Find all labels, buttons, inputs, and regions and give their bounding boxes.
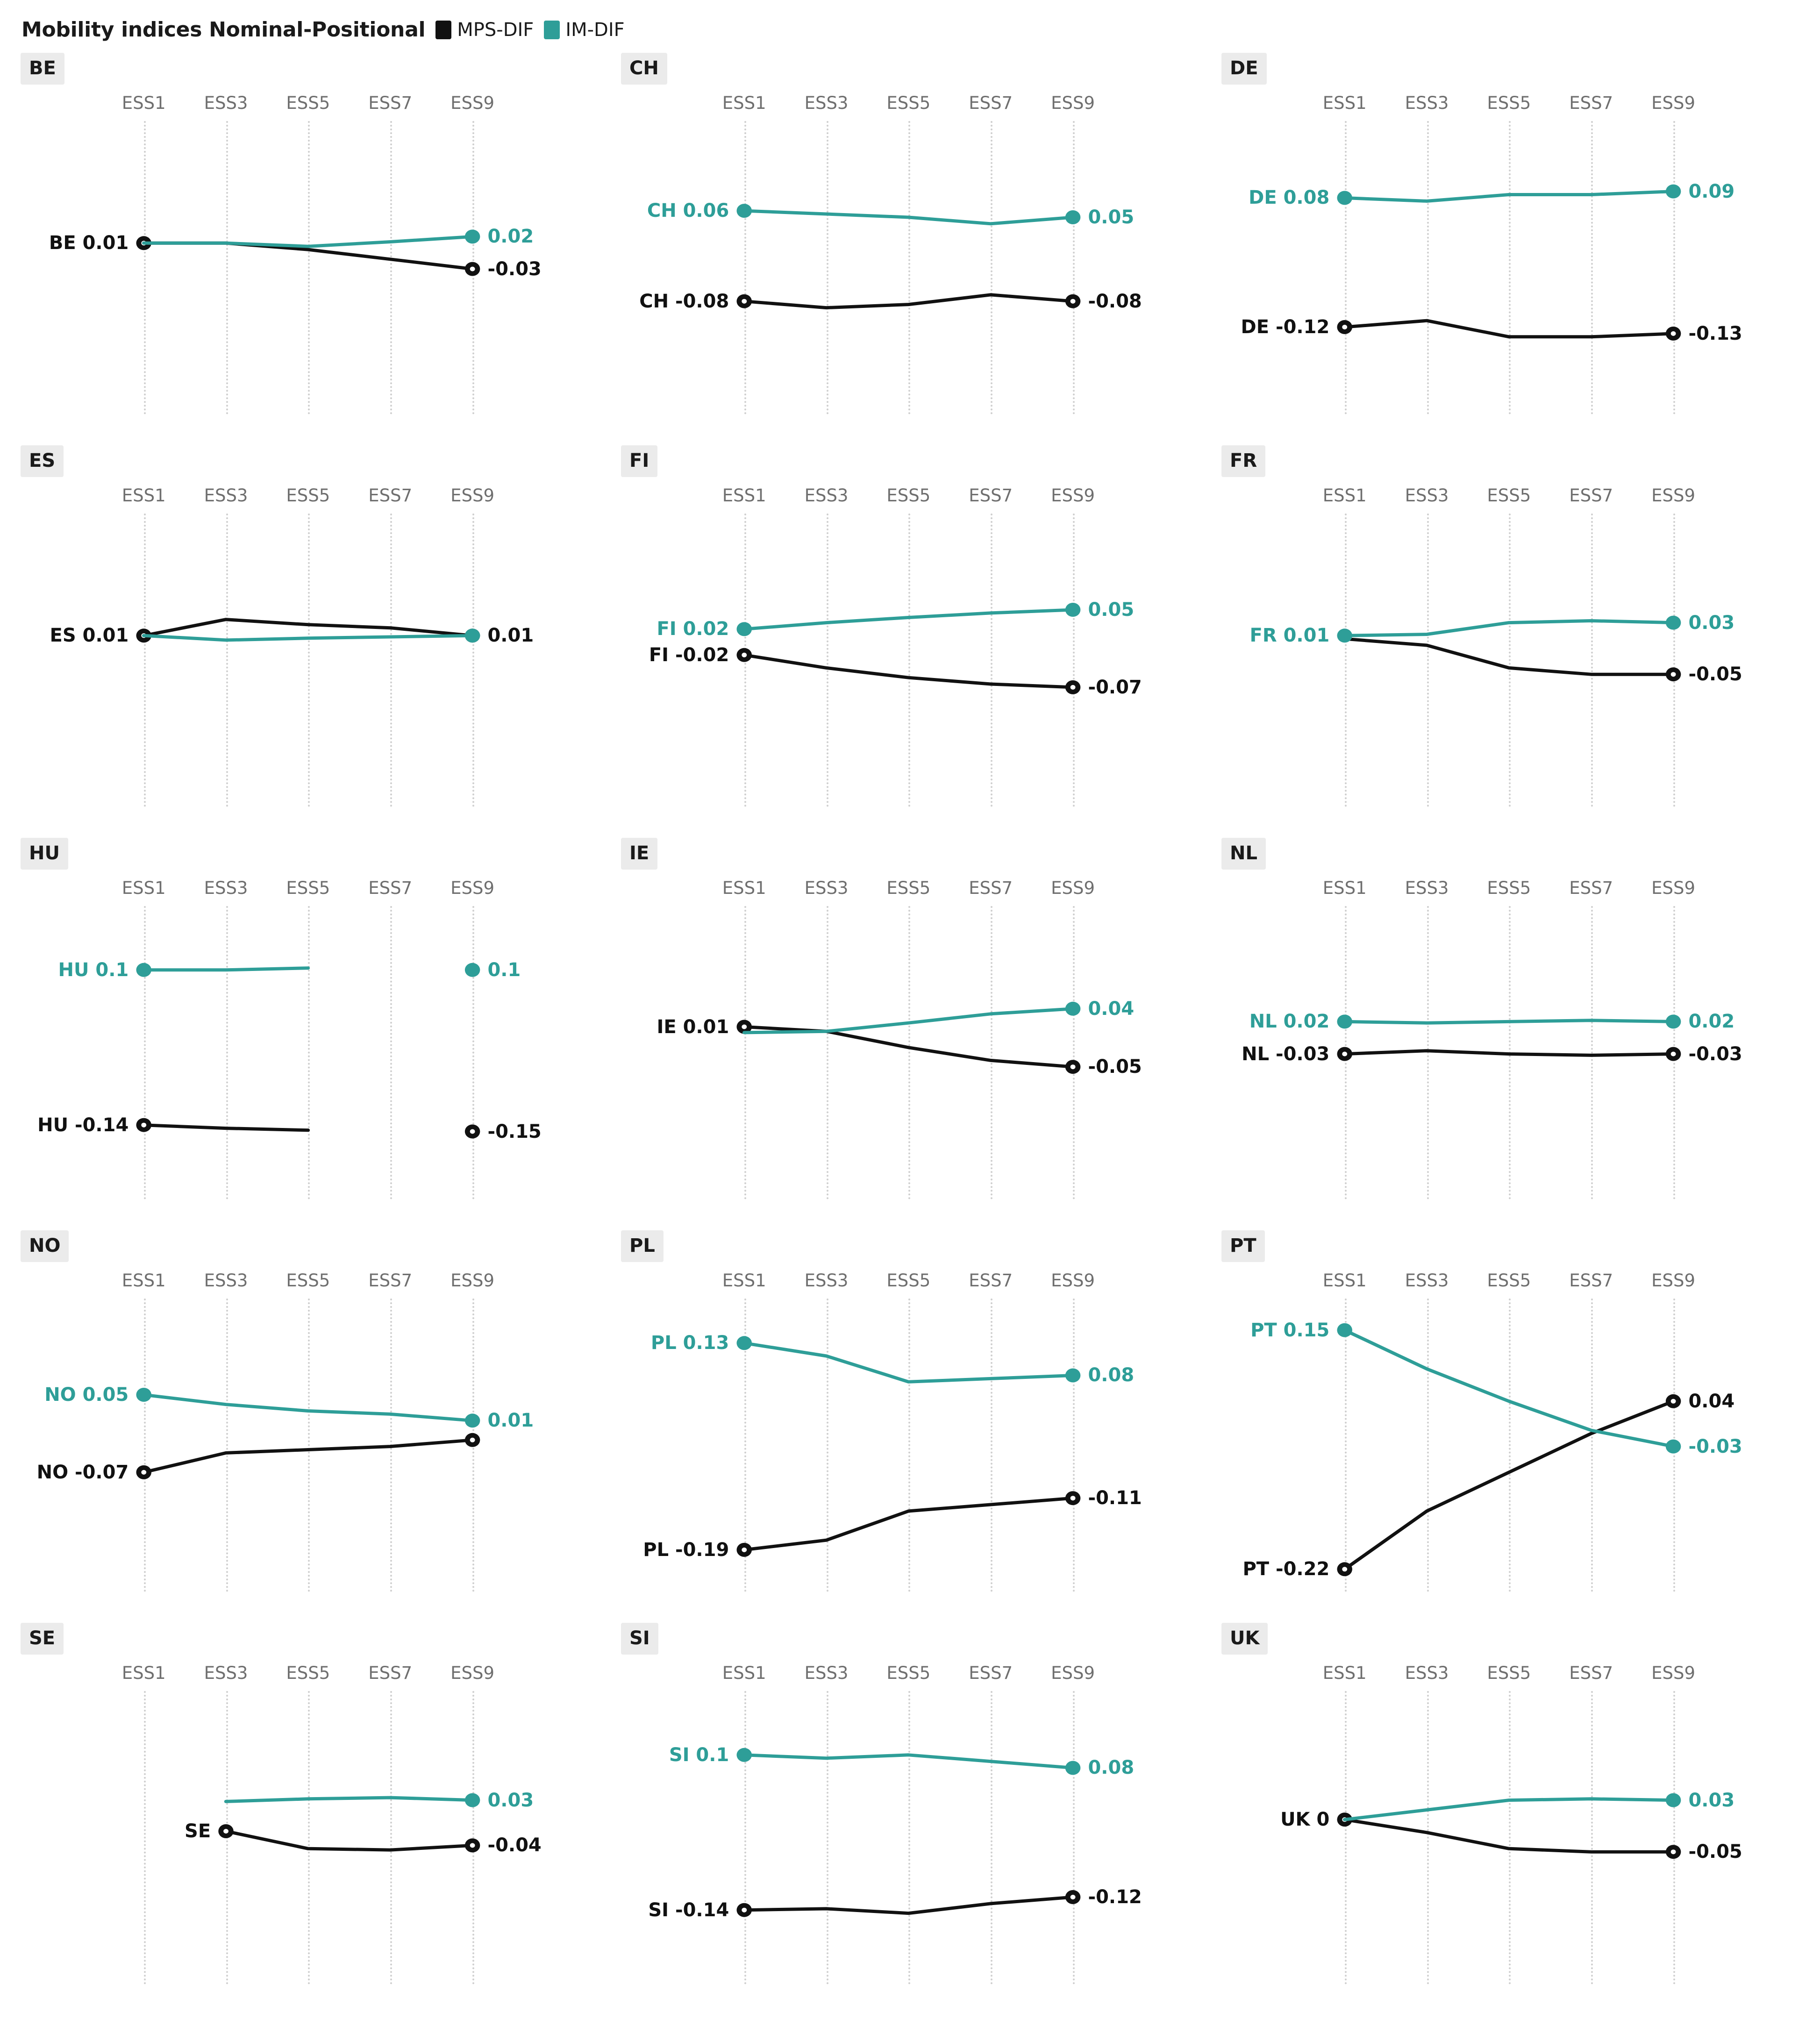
plot-area-nl: [1220, 872, 1801, 1199]
x-tick-ess9: ESS9: [1651, 93, 1696, 113]
start-label-ch-im-dif: CH 0.06: [647, 200, 729, 222]
line-im-dif: [744, 610, 1073, 629]
plot-area-be: [19, 87, 600, 414]
legend-swatch-im-dif: [544, 21, 560, 39]
panel-ie: [619, 838, 1201, 1230]
series-lines: [1220, 480, 1801, 807]
x-tick-ess3: ESS3: [1405, 878, 1449, 898]
line-mps-dif: [744, 295, 1073, 308]
line-im-dif: [744, 1343, 1073, 1382]
x-tick-ess7: ESS7: [368, 1663, 413, 1683]
panel-label-es: ES: [21, 445, 64, 477]
line-im-dif: [1345, 1799, 1673, 1820]
datapoint-marker: [1065, 1002, 1080, 1016]
datapoint-marker-inner: [1342, 1567, 1347, 1571]
x-tick-ess9: ESS9: [1651, 1270, 1696, 1291]
line-mps-dif: [1345, 639, 1673, 674]
plot-area-fi: [619, 480, 1201, 807]
legend-item-im-dif: [544, 19, 624, 41]
datapoint-marker-inner: [1671, 1399, 1676, 1404]
x-tick-ess1: ESS1: [722, 1270, 766, 1291]
x-tick-ess5: ESS5: [286, 1270, 330, 1291]
panel-uk: [1220, 1623, 1801, 2015]
end-label-pl-im-dif: 0.08: [1088, 1364, 1135, 1386]
series-lines: [1220, 872, 1801, 1199]
panel-fr: [1220, 445, 1801, 838]
datapoint-marker: [465, 1413, 480, 1427]
line-im-dif: [744, 1755, 1073, 1768]
series-lines: [619, 872, 1201, 1199]
end-label-si-im-dif: 0.08: [1088, 1757, 1135, 1779]
end-label-hu-mps-dif: -0.15: [487, 1120, 542, 1142]
line-mps-dif: [1345, 1401, 1673, 1570]
x-tick-ess3: ESS3: [204, 1663, 248, 1683]
panel-label-ch: CH: [621, 53, 667, 85]
plot-area-se: [19, 1657, 600, 1984]
line-mps-dif: [1345, 1051, 1673, 1056]
panel-ch: [619, 53, 1201, 445]
x-tick-ess5: ESS5: [286, 1663, 330, 1683]
end-label-de-mps-dif: -0.13: [1688, 322, 1742, 344]
x-tick-ess7: ESS7: [368, 1270, 413, 1291]
x-tick-ess7: ESS7: [1569, 1270, 1613, 1291]
x-tick-ess9: ESS9: [450, 485, 495, 506]
datapoint-marker: [1065, 603, 1080, 617]
panel-be: [19, 53, 600, 445]
x-tick-ess1: ESS1: [722, 1663, 766, 1683]
datapoint-marker: [136, 1388, 151, 1402]
x-tick-ess5: ESS5: [286, 878, 330, 898]
start-label-si-im-dif: SI 0.1: [669, 1744, 729, 1766]
x-tick-ess3: ESS3: [1405, 1663, 1449, 1683]
plot-area-pt: [1220, 1265, 1801, 1592]
end-label-de-im-dif: 0.09: [1688, 180, 1735, 202]
start-label-fi-mps-dif: FI -0.02: [649, 644, 729, 666]
datapoint-marker-inner: [470, 1129, 475, 1134]
x-tick-ess9: ESS9: [1651, 878, 1696, 898]
x-tick-ess9: ESS9: [1051, 93, 1095, 113]
x-tick-ess3: ESS3: [1405, 1270, 1449, 1291]
x-tick-ess7: ESS7: [1569, 93, 1613, 113]
plot-area-fr: [1220, 480, 1801, 807]
datapoint-marker-inner: [141, 1470, 146, 1475]
line-im-dif: [1345, 1330, 1673, 1447]
end-label-se-im-dif: 0.03: [487, 1789, 534, 1811]
legend-label-mps-dif: MPS-DIF: [457, 19, 534, 41]
legend-label-im-dif: IM-DIF: [565, 19, 625, 41]
x-tick-ess5: ESS5: [1487, 878, 1531, 898]
x-tick-ess7: ESS7: [1569, 485, 1613, 506]
datapoint-marker: [1666, 1793, 1681, 1807]
x-tick-ess3: ESS3: [804, 93, 849, 113]
start-label-de-im-dif: DE 0.08: [1249, 187, 1330, 209]
legend-swatch-mps-dif: [435, 21, 451, 39]
x-tick-ess3: ESS3: [204, 1270, 248, 1291]
end-label-hu-im-dif: 0.1: [487, 959, 521, 981]
x-tick-ess1: ESS1: [722, 485, 766, 506]
line-im-dif: [144, 236, 472, 246]
datapoint-marker: [1666, 1440, 1681, 1454]
series-lines: [619, 480, 1201, 807]
start-label-no-im-dif: NO 0.05: [44, 1384, 129, 1406]
plot-area-hu: [19, 872, 600, 1199]
x-tick-ess7: ESS7: [969, 1270, 1013, 1291]
line-mps-dif: [1345, 1820, 1673, 1852]
start-label-no-mps-dif: NO -0.07: [36, 1461, 129, 1483]
end-label-ch-mps-dif: -0.08: [1088, 290, 1142, 312]
plot-area-no: [19, 1265, 600, 1592]
start-label-be-mps-dif: BE 0.01: [49, 232, 129, 254]
panel-se: [19, 1623, 600, 2015]
datapoint-marker: [736, 1336, 751, 1350]
x-tick-ess1: ESS1: [1322, 878, 1367, 898]
datapoint-marker: [1337, 191, 1352, 205]
x-tick-ess7: ESS7: [1569, 878, 1613, 898]
end-label-fi-im-dif: 0.05: [1088, 599, 1135, 621]
x-tick-ess3: ESS3: [804, 878, 849, 898]
datapoint-marker-inner: [742, 299, 747, 304]
datapoint-marker: [736, 1748, 751, 1762]
datapoint-marker-inner: [470, 1843, 475, 1848]
x-tick-ess7: ESS7: [1569, 1663, 1613, 1683]
x-tick-ess9: ESS9: [450, 878, 495, 898]
x-tick-ess1: ESS1: [1322, 485, 1367, 506]
panel-nl: [1220, 838, 1801, 1230]
x-tick-ess5: ESS5: [886, 878, 931, 898]
end-label-nl-im-dif: 0.02: [1688, 1011, 1735, 1033]
end-label-uk-mps-dif: -0.05: [1688, 1841, 1742, 1863]
start-label-pl-im-dif: PL 0.13: [650, 1332, 729, 1354]
x-tick-ess7: ESS7: [368, 485, 413, 506]
plot-area-ie: [619, 872, 1201, 1199]
end-label-fr-im-dif: 0.03: [1688, 612, 1735, 634]
x-tick-ess7: ESS7: [969, 93, 1013, 113]
x-tick-ess1: ESS1: [121, 1270, 166, 1291]
start-label-uk-mps-dif: UK 0: [1280, 1809, 1330, 1831]
line-mps-dif: [744, 1498, 1073, 1550]
x-tick-ess3: ESS3: [804, 485, 849, 506]
panel-hu: [19, 838, 600, 1230]
panel-pt: [1220, 1230, 1801, 1623]
x-tick-ess3: ESS3: [804, 1663, 849, 1683]
panel-label-pt: PT: [1221, 1230, 1265, 1262]
line-mps-dif: [144, 1125, 308, 1130]
datapoint-marker: [136, 963, 151, 977]
line-im-dif: [144, 1395, 472, 1420]
datapoint-marker: [465, 963, 480, 977]
end-label-fi-mps-dif: -0.07: [1088, 676, 1142, 698]
datapoint-marker-inner: [742, 1025, 747, 1029]
panel-label-de: DE: [1221, 53, 1267, 85]
series-lines: [19, 87, 600, 414]
start-label-fr-im-dif: FR 0.01: [1249, 625, 1330, 647]
datapoint-marker: [1666, 616, 1681, 630]
panel-fi: [619, 445, 1201, 838]
line-im-dif: [744, 211, 1073, 224]
panel-grid: [19, 53, 1801, 2015]
x-tick-ess9: ESS9: [1051, 1663, 1095, 1683]
datapoint-marker-inner: [1671, 331, 1676, 336]
datapoint-marker-inner: [1342, 325, 1347, 329]
panel-si: [619, 1623, 1201, 2015]
panel-label-no: NO: [21, 1230, 69, 1262]
end-label-fr-mps-dif: -0.05: [1688, 664, 1742, 685]
series-lines: [1220, 87, 1801, 414]
panel-label-be: BE: [21, 53, 64, 85]
datapoint-marker-inner: [223, 1829, 228, 1834]
x-tick-ess3: ESS3: [204, 485, 248, 506]
x-tick-ess7: ESS7: [969, 878, 1013, 898]
panel-label-se: SE: [21, 1623, 64, 1655]
end-label-uk-im-dif: 0.03: [1688, 1789, 1735, 1811]
panel-no: [19, 1230, 600, 1623]
datapoint-marker-inner: [470, 1438, 475, 1442]
x-tick-ess5: ESS5: [1487, 93, 1531, 113]
x-tick-ess9: ESS9: [1651, 485, 1696, 506]
plot-area-pl: [619, 1265, 1201, 1592]
datapoint-marker: [736, 204, 751, 218]
line-im-dif: [144, 635, 472, 640]
x-tick-ess9: ESS9: [450, 93, 495, 113]
datapoint-marker-inner: [1071, 1895, 1076, 1899]
x-tick-ess1: ESS1: [722, 93, 766, 113]
start-label-de-mps-dif: DE -0.12: [1241, 316, 1330, 338]
x-tick-ess1: ESS1: [121, 485, 166, 506]
start-label-ch-mps-dif: CH -0.08: [639, 290, 729, 312]
end-label-be-im-dif: 0.02: [487, 226, 534, 248]
plot-area-si: [619, 1657, 1201, 1984]
end-label-es-mps-dif: 0.01: [487, 625, 534, 647]
series-lines: [1220, 1657, 1801, 1984]
series-lines: [619, 1657, 1201, 1984]
end-label-se-mps-dif: -0.04: [487, 1834, 542, 1856]
datapoint-marker: [465, 229, 480, 243]
datapoint-marker-inner: [1342, 1052, 1347, 1056]
x-tick-ess9: ESS9: [1051, 485, 1095, 506]
x-tick-ess3: ESS3: [204, 93, 248, 113]
x-tick-ess1: ESS1: [121, 93, 166, 113]
datapoint-marker-inner: [470, 267, 475, 271]
panel-label-fr: FR: [1221, 445, 1265, 477]
datapoint-marker: [736, 622, 751, 636]
start-label-pt-im-dif: PT 0.15: [1250, 1319, 1330, 1341]
x-tick-ess3: ESS3: [1405, 485, 1449, 506]
series-lines: [619, 87, 1201, 414]
line-im-dif: [1345, 621, 1673, 636]
datapoint-marker: [465, 1793, 480, 1807]
x-tick-ess7: ESS7: [368, 93, 413, 113]
x-tick-ess9: ESS9: [1051, 1270, 1095, 1291]
x-tick-ess5: ESS5: [1487, 1663, 1531, 1683]
line-mps-dif: [744, 1897, 1073, 1913]
start-label-hu-im-dif: HU 0.1: [58, 959, 129, 981]
datapoint-marker: [1065, 210, 1080, 224]
x-tick-ess9: ESS9: [450, 1663, 495, 1683]
panel-label-uk: UK: [1221, 1623, 1268, 1655]
datapoint-marker: [1065, 1369, 1080, 1383]
x-tick-ess5: ESS5: [886, 93, 931, 113]
series-lines: [19, 872, 600, 1199]
end-label-si-mps-dif: -0.12: [1088, 1886, 1142, 1908]
datapoint-marker: [1666, 1014, 1681, 1028]
x-tick-ess5: ESS5: [886, 485, 931, 506]
datapoint-marker: [1337, 628, 1352, 642]
panel-label-hu: HU: [21, 838, 68, 870]
line-im-dif: [144, 968, 308, 970]
datapoint-marker-inner: [1071, 1064, 1076, 1069]
line-im-dif: [1345, 1021, 1673, 1023]
start-label-ie-mps-dif: IE 0.01: [657, 1016, 729, 1038]
line-im-dif: [226, 1798, 473, 1801]
x-tick-ess3: ESS3: [1405, 93, 1449, 113]
panel-label-nl: NL: [1221, 838, 1266, 870]
panel-label-si: SI: [621, 1623, 658, 1655]
datapoint-marker: [465, 628, 480, 642]
end-label-pl-mps-dif: -0.11: [1088, 1487, 1142, 1509]
start-label-nl-im-dif: NL 0.02: [1249, 1011, 1330, 1033]
end-label-ie-im-dif: 0.04: [1088, 998, 1135, 1020]
line-mps-dif: [144, 620, 472, 636]
x-tick-ess3: ESS3: [804, 1270, 849, 1291]
end-label-nl-mps-dif: -0.03: [1688, 1043, 1742, 1065]
end-label-ch-im-dif: 0.05: [1088, 206, 1135, 228]
start-label-nl-mps-dif: NL -0.03: [1242, 1043, 1330, 1065]
end-label-be-mps-dif: -0.03: [487, 258, 542, 280]
datapoint-marker-inner: [1671, 672, 1676, 677]
x-tick-ess5: ESS5: [1487, 485, 1531, 506]
plot-area-es: [19, 480, 600, 807]
plot-area-de: [1220, 87, 1801, 414]
panel-label-ie: IE: [621, 838, 657, 870]
datapoint-marker-inner: [1071, 685, 1076, 690]
panel-label-fi: FI: [621, 445, 657, 477]
datapoint-marker: [1666, 185, 1681, 199]
x-tick-ess1: ESS1: [121, 1663, 166, 1683]
x-tick-ess7: ESS7: [969, 485, 1013, 506]
line-mps-dif: [1345, 321, 1673, 337]
x-tick-ess1: ESS1: [1322, 1270, 1367, 1291]
legend: [21, 18, 1801, 42]
line-mps-dif: [144, 1440, 472, 1472]
start-label-hu-mps-dif: HU -0.14: [37, 1114, 129, 1136]
legend-item-mps-dif: [435, 19, 534, 41]
line-mps-dif: [226, 1831, 473, 1850]
start-label-si-mps-dif: SI -0.14: [648, 1899, 729, 1921]
x-tick-ess1: ESS1: [1322, 1663, 1367, 1683]
x-tick-ess9: ESS9: [1651, 1663, 1696, 1683]
series-lines: [19, 1265, 600, 1592]
panel-de: [1220, 53, 1801, 445]
line-im-dif: [1345, 192, 1673, 201]
x-tick-ess5: ESS5: [886, 1270, 931, 1291]
datapoint-marker-inner: [1071, 1496, 1076, 1500]
panel-es: [19, 445, 600, 838]
panel-pl: [619, 1230, 1201, 1623]
end-label-no-im-dif: 0.01: [487, 1410, 534, 1432]
series-lines: [19, 1657, 600, 1984]
series-lines: [619, 1265, 1201, 1592]
x-tick-ess5: ESS5: [286, 93, 330, 113]
plot-area-uk: [1220, 1657, 1801, 1984]
x-tick-ess5: ESS5: [286, 485, 330, 506]
plot-area-ch: [619, 87, 1201, 414]
start-label-fi-im-dif: FI 0.02: [657, 618, 729, 640]
datapoint-marker: [1337, 1323, 1352, 1337]
end-label-pt-im-dif: -0.03: [1688, 1435, 1742, 1457]
series-lines: [19, 480, 600, 807]
datapoint-marker: [1337, 1014, 1352, 1028]
x-tick-ess1: ESS1: [722, 878, 766, 898]
datapoint-marker-inner: [141, 1123, 146, 1128]
x-tick-ess7: ESS7: [368, 878, 413, 898]
x-tick-ess1: ESS1: [1322, 93, 1367, 113]
start-label-es-mps-dif: ES 0.01: [50, 625, 129, 647]
datapoint-marker-inner: [742, 1548, 747, 1552]
x-tick-ess5: ESS5: [886, 1663, 931, 1683]
start-label-pl-mps-dif: PL -0.19: [643, 1539, 729, 1561]
x-tick-ess9: ESS9: [450, 1270, 495, 1291]
x-tick-ess1: ESS1: [121, 878, 166, 898]
datapoint-marker-inner: [1071, 299, 1076, 304]
datapoint-marker: [1065, 1761, 1080, 1775]
x-tick-ess5: ESS5: [1487, 1270, 1531, 1291]
datapoint-marker-inner: [742, 653, 747, 657]
end-label-ie-mps-dif: -0.05: [1088, 1056, 1142, 1078]
datapoint-marker-inner: [742, 1908, 747, 1913]
chart-title: Mobility indices Nominal-Positional: [21, 18, 426, 42]
x-tick-ess7: ESS7: [969, 1663, 1013, 1683]
datapoint-marker-inner: [1671, 1052, 1676, 1056]
x-tick-ess3: ESS3: [204, 878, 248, 898]
end-label-pt-mps-dif: 0.04: [1688, 1390, 1735, 1412]
datapoint-marker-inner: [1671, 1849, 1676, 1854]
start-label-pt-mps-dif: PT -0.22: [1242, 1558, 1330, 1580]
series-lines: [1220, 1265, 1801, 1592]
x-tick-ess9: ESS9: [1051, 878, 1095, 898]
start-label-se-mps-dif: SE: [185, 1820, 211, 1842]
panel-label-pl: PL: [621, 1230, 664, 1262]
line-mps-dif: [744, 655, 1073, 687]
